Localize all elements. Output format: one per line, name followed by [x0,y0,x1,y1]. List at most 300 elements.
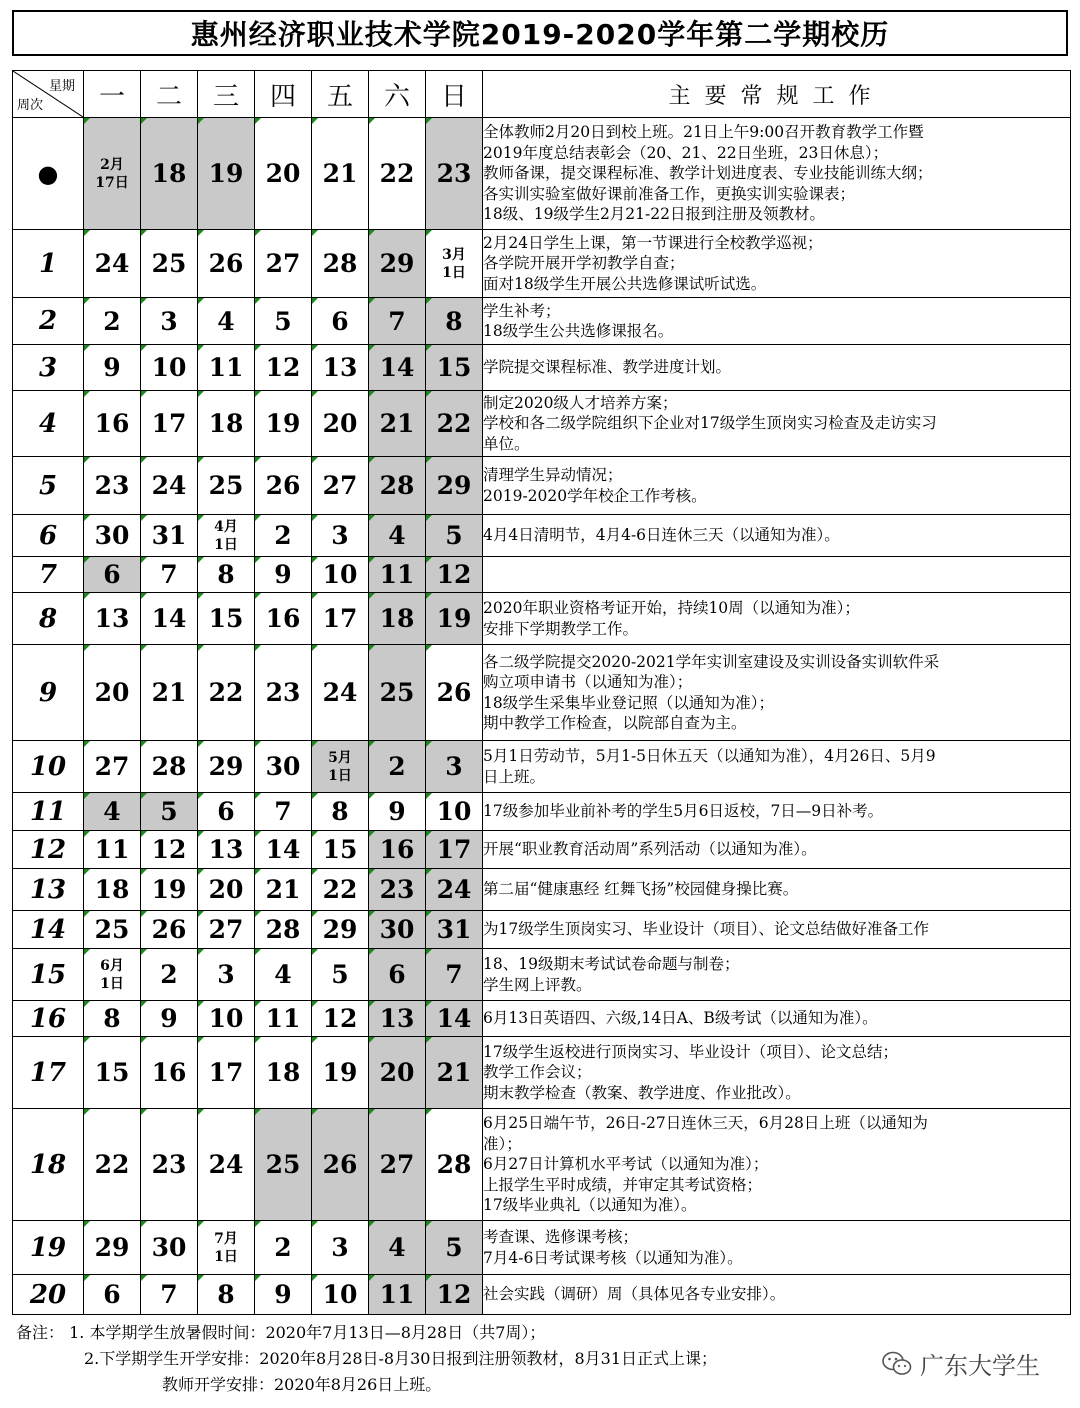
date-text: 13 [322,353,358,382]
date-text: 9 [103,353,121,382]
date-cell [84,1275,141,1315]
date-text: 10 [436,797,472,826]
work-note-line: 社会实践（调研）周（具体见各专业安排）。 [483,1285,786,1304]
date-cell [426,1001,483,1037]
date-cell [198,949,255,1001]
work-notes [483,1221,1071,1275]
date-cell [84,515,141,557]
date-text: 15 [208,604,244,633]
date-text: 10 [208,1004,244,1033]
work-notes [483,741,1071,793]
week-number: 11 [13,793,84,831]
week-row [13,831,1071,869]
date-cell [312,949,369,1001]
week-row [13,515,1071,557]
date-text: 4 [103,797,121,826]
week-row [13,593,1071,645]
date-cell [312,1275,369,1315]
date-cell [141,1109,198,1221]
work-notes [483,457,1071,515]
date-text: 30 [94,521,130,550]
date-cell [84,793,141,831]
week-number: 8 [13,593,84,645]
date-cell [369,1037,426,1109]
date-cell [141,645,198,741]
date-text: 29 [94,1233,130,1262]
date-cell [312,741,369,793]
week-number: 15 [13,949,84,1001]
date-text: 16 [379,835,415,864]
work-note-line: 学生网上评教。 [483,975,592,994]
date-text: 19 [322,1058,358,1087]
date-cell [255,1037,312,1109]
work-note-line: 5月1日劳动节，5月1-5日休五天（以通知为准），4月26日、5月9 [483,747,936,765]
work-note-line: 单位。 [483,434,530,453]
work-note-line: 各学院开展开学初教学自查； [483,254,685,273]
week-row [13,391,1071,457]
work-notes [483,345,1071,391]
date-text: 25 [265,1150,301,1179]
date-cell [84,831,141,869]
work-note-line: 开展“职业教育活动周”系列活动（以通知为准）。 [483,840,817,859]
date-cell [198,457,255,515]
date-text: 3月 1日 [442,246,466,281]
week-number: 3 [13,345,84,391]
date-cell [141,457,198,515]
date-text: 19 [208,159,244,188]
date-text: 20 [379,1058,415,1087]
date-text: 13 [379,1004,415,1033]
date-cell [426,298,483,345]
week-row [13,457,1071,515]
date-text: 4月 1日 [214,518,238,553]
date-text: 17 [151,409,187,438]
date-cell [255,869,312,911]
week-row [13,911,1071,949]
date-text: 9 [274,560,292,589]
date-cell [426,1109,483,1221]
date-cell [255,593,312,645]
date-text: 5 [445,1233,463,1262]
week-number: 6 [13,515,84,557]
work-note-line: 2019年度总结表彰会（20、21、22日坐班，23日休息）； [483,143,889,162]
date-text: 24 [151,471,187,500]
date-text: 20 [94,678,130,707]
date-cell [141,869,198,911]
date-text: 6 [388,960,406,989]
date-cell [84,557,141,593]
week-number: 19 [13,1221,84,1275]
date-text: 7 [388,306,406,336]
date-cell [84,911,141,949]
date-cell [84,593,141,645]
date-cell [312,1037,369,1109]
date-cell [255,1109,312,1221]
date-text: 7 [160,560,178,589]
date-cell [141,1037,198,1109]
date-cell [255,557,312,593]
date-cell [198,391,255,457]
date-text: 19 [151,875,187,904]
date-cell [198,1109,255,1221]
header-row [13,71,1071,118]
date-text: 13 [208,835,244,864]
date-text: 25 [379,678,415,707]
date-cell [255,345,312,391]
work-notes [483,1275,1071,1315]
date-text: 26 [265,471,301,500]
date-cell [426,1275,483,1315]
date-cell [255,645,312,741]
work-note-line: 学院提交课程标准、教学进度计划。 [483,358,732,377]
date-cell [255,1275,312,1315]
date-text: 6 [103,560,121,589]
date-cell [198,557,255,593]
date-cell [255,515,312,557]
date-text: 17 [436,835,472,864]
date-cell [141,345,198,391]
calendar-body [13,118,1071,1315]
date-text: 2 [160,960,178,989]
date-text: 11 [94,835,130,864]
work-note-line: 学校和各二级学院组织下企业对17级学生顶岗实习检查及走访实习 [483,414,937,433]
date-cell [198,118,255,230]
work-note-line: 17级毕业典礼（以通知为准）。 [483,1196,697,1215]
work-notes [483,230,1071,298]
date-text: 12 [436,560,472,589]
header-main-work: 主要常规工作 [483,71,1071,118]
date-text: 14 [151,604,187,633]
work-note-line: 6月13日英语四、六级,14日A、B级考试（以通知为准）。 [483,1009,878,1028]
date-cell [426,345,483,391]
date-text: 21 [436,1058,472,1087]
date-cell [255,391,312,457]
corner-weekday-label: 星期 [48,79,75,94]
date-cell [369,118,426,230]
date-text: 14 [265,835,301,864]
work-note-line: 18级学生公共选修课报名。 [483,322,674,340]
week-row [13,741,1071,793]
week-number: 7 [13,557,84,593]
date-cell [312,1001,369,1037]
date-text: 26 [208,249,244,278]
date-cell [369,949,426,1001]
date-text: 31 [151,521,187,550]
date-text: 22 [379,159,415,188]
date-cell [198,793,255,831]
date-text: 8 [103,1004,121,1033]
date-cell [198,345,255,391]
date-text: 5 [160,797,178,826]
date-cell [84,741,141,793]
header-day: 三 [198,71,255,118]
work-notes [483,949,1071,1001]
date-cell [426,118,483,230]
week-row [13,1275,1071,1315]
work-notes [483,391,1071,457]
work-note-line: 期末教学检查（教案、教学进度、作业批改）。 [483,1083,801,1102]
date-cell [198,1221,255,1275]
date-text: 26 [322,1150,358,1179]
week-row [13,949,1071,1001]
date-text: 29 [436,471,472,500]
date-cell [369,1109,426,1221]
date-text: 27 [94,752,130,781]
date-text: 29 [379,249,415,278]
date-text: 22 [94,1150,130,1179]
date-text: 26 [436,678,472,707]
work-note-line: 2月24日学生上课，第一节课进行全校教学巡视； [483,233,823,252]
date-cell [312,793,369,831]
date-text: 15 [94,1058,130,1087]
date-cell [255,741,312,793]
remark-line: 教师开学安排：2020年8月26日上班。 [162,1375,442,1394]
date-cell [369,298,426,345]
date-cell [369,831,426,869]
date-cell [369,741,426,793]
week-row [13,345,1071,391]
date-cell [255,118,312,230]
date-cell [369,1275,426,1315]
work-note-line: 18、19级期末考试试卷命题与制卷； [483,955,740,973]
date-text: 30 [151,1233,187,1262]
date-cell [369,1221,426,1275]
date-cell [84,949,141,1001]
date-text: 11 [208,353,244,382]
week-number: 4 [13,391,84,457]
work-note-line: 2019-2020学年校企工作考核。 [483,486,707,505]
date-text: 6 [103,1280,121,1309]
work-notes [483,593,1071,645]
date-text: 22 [436,409,472,438]
work-note-line: 7月4-6日考试课考核（以通知为准）。 [483,1248,743,1267]
date-cell [84,1001,141,1037]
date-cell [198,298,255,345]
date-cell [312,645,369,741]
date-cell [369,869,426,911]
date-cell [369,1001,426,1037]
date-text: 12 [322,1004,358,1033]
work-notes [483,1037,1071,1109]
date-cell [198,741,255,793]
work-note-line: 6月25日端午节，26日-27日连休三天，6月28日上班（以通知为 [483,1114,928,1133]
date-cell [426,1221,483,1275]
date-text: 6 [217,797,235,826]
date-text: 3 [445,752,463,781]
date-text: 29 [322,915,358,944]
date-cell [426,831,483,869]
page-title: 惠州经济职业技术学院2019-2020学年第二学期校历 [12,10,1068,56]
date-cell [426,645,483,741]
date-cell [84,118,141,230]
date-text: 18 [379,604,415,633]
date-text: 28 [322,249,358,278]
date-cell [198,911,255,949]
date-cell [255,831,312,869]
date-cell [255,298,312,345]
work-note-line: 18级学生采集毕业登记照（以通知为准）； [483,693,774,712]
date-text: 16 [151,1058,187,1087]
date-cell [426,911,483,949]
date-cell [141,1221,198,1275]
date-text: 5 [331,960,349,989]
date-cell [426,391,483,457]
date-text: 24 [94,249,130,278]
date-cell [84,230,141,298]
date-text: 27 [322,471,358,500]
week-row [13,557,1071,593]
date-cell [426,593,483,645]
date-cell [84,457,141,515]
work-notes [483,515,1071,557]
work-note-line: 全体教师2月20日到校上班。21日上午9:00召开教育教学工作暨 [483,123,924,142]
week-number: 1 [13,230,84,298]
date-text: 4 [388,521,406,550]
date-cell [141,118,198,230]
date-text: 23 [94,471,130,500]
work-note-line: 教学工作会议； [483,1063,592,1082]
date-text: 8 [217,1280,235,1309]
work-notes [483,298,1071,345]
date-text: 20 [265,159,301,188]
work-note-line: 17级参加毕业前补考的学生5月6日返校，7日—9日补考。 [483,802,884,821]
date-cell [312,593,369,645]
date-text: 21 [265,875,301,904]
date-cell [141,911,198,949]
date-text: 20 [208,875,244,904]
week-number: ● [13,118,84,230]
date-text: 15 [436,353,472,382]
date-text: 22 [208,678,244,707]
date-cell [312,230,369,298]
date-cell [198,1001,255,1037]
work-note-line: 教师备课，提交课程标准、教学计划进度表、专业技能训练大纲； [483,164,933,183]
date-text: 21 [322,159,358,188]
date-cell [141,557,198,593]
date-cell [369,230,426,298]
corner-week-label: 周次 [17,98,44,113]
work-note-line: 日上班。 [483,767,546,786]
date-text: 4 [217,306,235,336]
date-text: 11 [379,560,415,589]
school-calendar-table [12,70,1071,1315]
work-notes [483,645,1071,741]
date-cell [426,1037,483,1109]
date-text: 9 [388,797,406,826]
date-cell [426,741,483,793]
date-text: 7 [274,797,292,826]
work-notes [483,911,1071,949]
date-cell [84,1109,141,1221]
date-text: 27 [379,1150,415,1179]
date-text: 10 [151,353,187,382]
work-notes [483,557,1071,593]
date-text: 18 [208,409,244,438]
date-text: 12 [151,835,187,864]
date-cell [84,1221,141,1275]
date-cell [369,457,426,515]
date-cell [312,391,369,457]
date-text: 14 [436,1004,472,1033]
header-day: 四 [255,71,312,118]
week-number: 16 [13,1001,84,1037]
date-text: 30 [265,752,301,781]
date-text: 24 [436,875,472,904]
date-text: 12 [436,1280,472,1309]
work-note-line: 各二级学院提交2020-2021学年实训室建设及实训设备实训软件采 [483,652,940,671]
date-cell [312,869,369,911]
week-number: 12 [13,831,84,869]
date-cell [369,515,426,557]
date-text: 28 [151,752,187,781]
date-text: 7月 1日 [214,1230,238,1265]
date-cell [141,831,198,869]
date-cell [369,391,426,457]
date-text: 6月 1日 [100,957,124,992]
remark-line: 备注： 1. 本学期学生放暑假时间：2020年7月13日—8月28日（共7周）； [16,1323,546,1342]
date-cell [255,230,312,298]
date-text: 16 [265,604,301,633]
week-row [13,1037,1071,1109]
date-text: 11 [379,1280,415,1309]
date-text: 2 [274,521,292,550]
date-text: 27 [265,249,301,278]
date-text: 24 [208,1150,244,1179]
work-note-line: 制定2020级人才培养方案； [483,393,678,412]
date-cell [369,593,426,645]
date-text: 8 [331,797,349,826]
date-text: 3 [331,521,349,550]
date-text: 9 [160,1004,178,1033]
work-note-line: 上报学生平时成绩，并审定其考试资格； [483,1175,763,1194]
date-text: 27 [208,915,244,944]
date-text: 14 [379,353,415,382]
date-text: 7 [445,960,463,989]
week-number: 14 [13,911,84,949]
date-cell [141,1001,198,1037]
header-corner [13,71,84,118]
date-cell [255,949,312,1001]
date-text: 28 [379,471,415,500]
date-cell [84,869,141,911]
work-notes [483,869,1071,911]
watermark-text: 广东大学生 [920,1352,1040,1380]
date-text: 12 [265,353,301,382]
date-text: 23 [436,159,472,188]
date-text: 6 [331,306,349,336]
date-cell [141,793,198,831]
work-note-line: 清理学生异动情况； [483,466,623,484]
date-cell [255,911,312,949]
week-number: 17 [13,1037,84,1109]
wechat-icon [882,1351,912,1377]
date-cell [141,593,198,645]
date-cell [312,298,369,345]
date-cell [369,793,426,831]
date-text: 2 [103,306,121,336]
date-cell [198,515,255,557]
date-text: 20 [322,409,358,438]
week-row [13,118,1071,230]
date-text: 29 [208,752,244,781]
date-text: 10 [322,1280,358,1309]
work-note-line: 考查课、选修课考核； [483,1228,639,1246]
date-cell [141,1275,198,1315]
date-text: 10 [322,560,358,589]
date-text: 30 [379,915,415,944]
date-cell [312,515,369,557]
date-text: 24 [322,678,358,707]
